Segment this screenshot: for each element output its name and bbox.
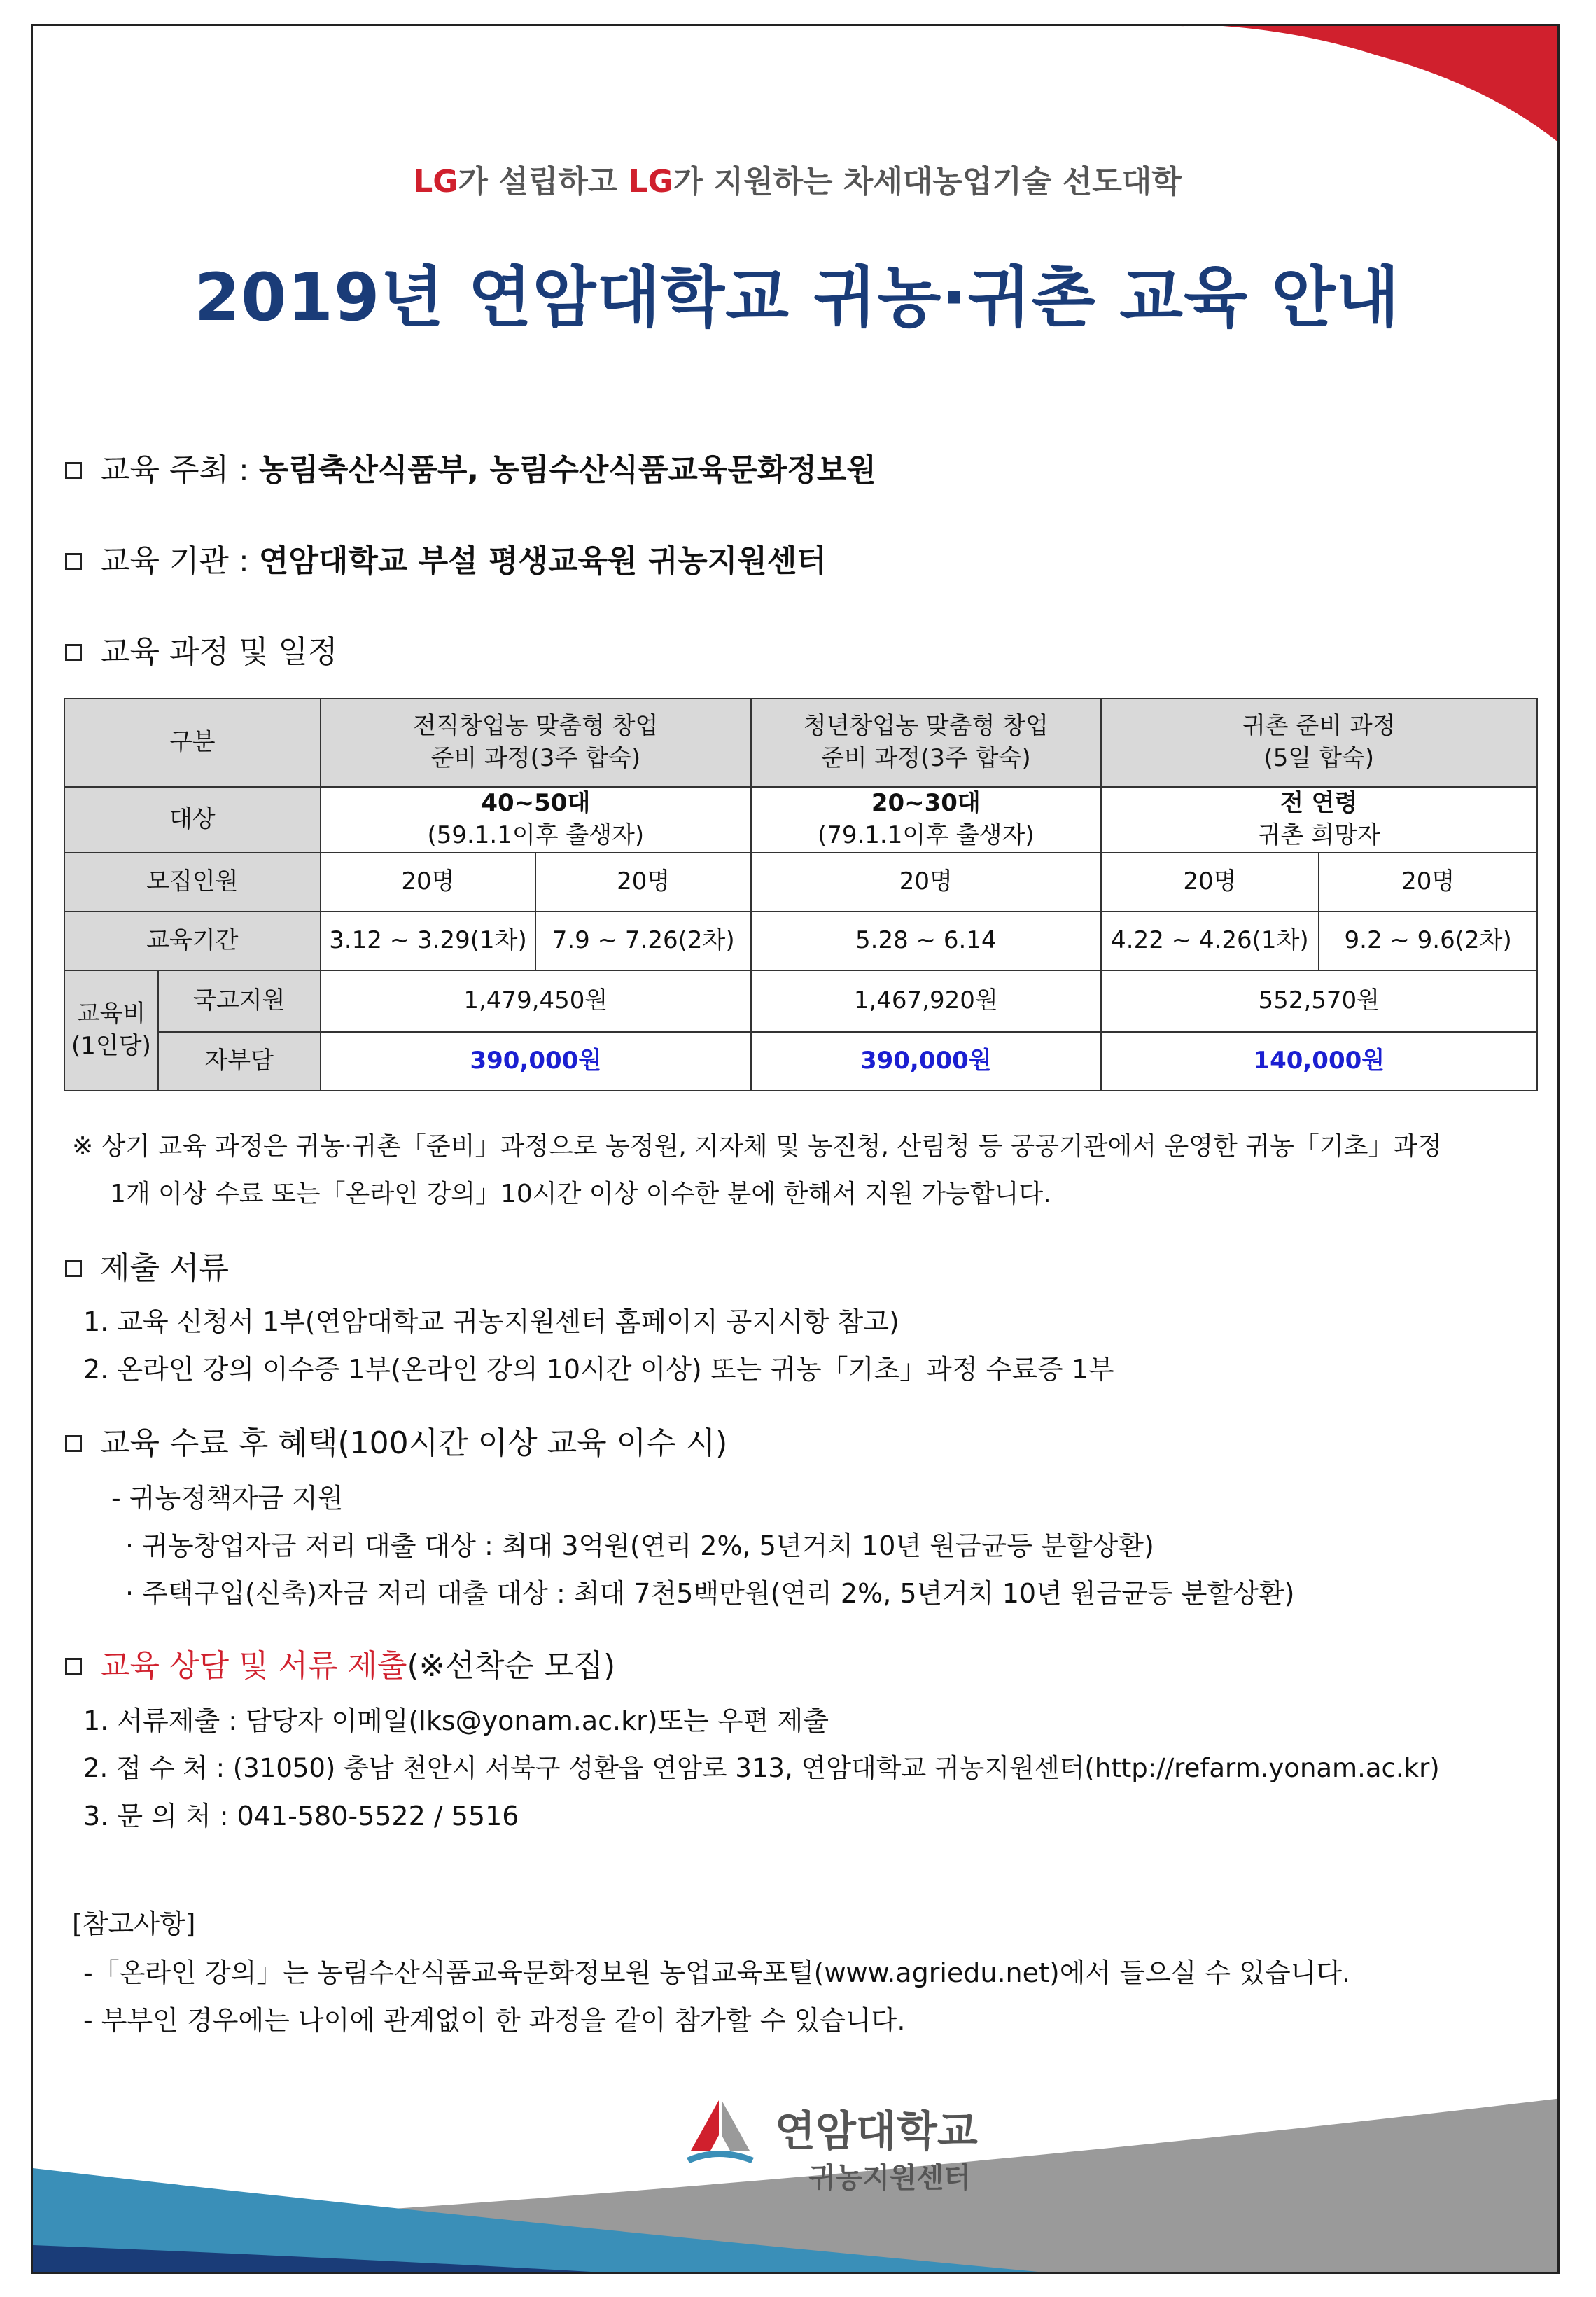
target3-cell: 전 연령 귀촌 희망자 [1101, 787, 1537, 853]
lg-brand-2: LG [628, 164, 673, 200]
recruit-cell: 20명 [1319, 853, 1537, 912]
col-header: 구분 [64, 699, 321, 787]
benefit-heading: 교육 수료 후 혜택(100시간 이상 교육 이수 시) [65, 1418, 727, 1462]
table-row [64, 787, 1537, 853]
logo-sub: 귀농지원센터 [808, 2162, 971, 2194]
benefit-item-1: · 귀농창업자금 저리 대출 대상 : 최대 3억원(연리 2%, 5년거치 10년 원금균등 분할상환) [125, 1530, 1154, 1561]
period-label: 교육기간 [64, 912, 321, 970]
checkbox-square-icon [65, 462, 82, 479]
self-cell: 390,000원 [321, 1032, 751, 1091]
course2-header: 청년창업농 맞춤형 창업 준비 과정(3주 합숙) [751, 699, 1101, 787]
course1-header: 전직창업농 맞춤형 창업 준비 과정(3주 합숙) [321, 699, 751, 787]
period-cell: 5.28 ~ 6.14 [751, 912, 1101, 970]
docs-heading: 제출 서류 [65, 1243, 229, 1287]
period-cell: 4.22 ~ 4.26(1차) [1101, 912, 1320, 970]
subtitle-part-1: 가 설립하고 [458, 164, 629, 200]
host-item [65, 445, 876, 489]
checkbox-square-icon [65, 644, 82, 661]
consult-item-3: 3. 문 의 처 : 041-580-5522 / 5516 [83, 1801, 519, 1831]
yonam-logo-icon [677, 2095, 761, 2165]
schedule-table [64, 698, 1538, 1091]
table-row [64, 699, 1537, 787]
table-row [64, 853, 1537, 912]
recruit-cell: 20명 [321, 853, 536, 912]
gov-cell: 552,570원 [1101, 970, 1537, 1032]
target1-cell: 40~50대 (59.1.1이후 출생자) [321, 787, 751, 853]
fee-label: 교육비 (1인당) [64, 970, 158, 1091]
subtitle-part-2: 가 지원하는 차세대농업기술 선도대학 [673, 164, 1182, 200]
course3-header: 귀촌 준비 과정 (5일 합숙) [1101, 699, 1537, 787]
checkbox-square-icon [65, 1658, 82, 1675]
recruit-cell: 20명 [1101, 853, 1320, 912]
target2-cell: 20~30대 (79.1.1이후 출생자) [751, 787, 1101, 853]
benefit-sub: - 귀농정책자금 지원 [111, 1483, 344, 1514]
reference-heading: [참고사항] [72, 1908, 196, 1939]
note-line-1: ※ 상기 교육 과정은 귀농·귀촌「준비」과정으로 농정원, 지자체 및 농진청, 산림청 등 공공기관에서 운영한 귀농「기초」과정 [72, 1132, 1442, 1161]
header-subtitle [33, 156, 1560, 201]
page-title: 2019년 연암대학교 귀농·귀촌 교육 안내 [194, 260, 1401, 336]
org-label: 교육 기관 : [100, 543, 259, 579]
recruit-cell: 20명 [751, 853, 1101, 912]
table-row [64, 970, 1537, 1032]
period-cell: 9.2 ~ 9.6(2차) [1319, 912, 1537, 970]
top-right-red-swoosh [1181, 26, 1560, 145]
checkbox-square-icon [65, 1435, 82, 1452]
period-cell: 3.12 ~ 3.29(1차) [321, 912, 536, 970]
page-frame [31, 24, 1560, 2274]
schedule-item [65, 627, 338, 671]
gov-cell: 1,467,920원 [751, 970, 1101, 1032]
recruit-label: 모집인원 [64, 853, 321, 912]
consult-item-2: 2. 접 수 처 : (31050) 충남 천안시 서북구 성환읍 연암로 313, 연암대학교 귀농지원센터(http://refarm.yonam.ac.kr) [83, 1753, 1440, 1783]
org-value: 연암대학교 부설 평생교육원 귀농지원센터 [258, 543, 827, 579]
note-line-2: 1개 이상 수료 또는「온라인 강의」10시간 이상 이수한 분에 한해서 지원 가능합니다. [110, 1180, 1051, 1208]
gov-label: 국고지원 [158, 970, 321, 1032]
self-cell: 390,000원 [751, 1032, 1101, 1091]
lg-brand-1: LG [413, 164, 458, 200]
checkbox-square-icon [65, 1260, 82, 1277]
table-row [64, 1032, 1537, 1091]
period-cell: 7.9 ~ 7.26(2차) [536, 912, 751, 970]
checkbox-square-icon [65, 553, 82, 570]
gov-cell: 1,479,450원 [321, 970, 751, 1032]
org-item [65, 536, 827, 580]
target-label: 대상 [64, 787, 321, 853]
consult-heading: 교육 상담 및 서류 제출(※선착순 모집) [65, 1640, 615, 1685]
schedule-label: 교육 과정 및 일정 [100, 634, 338, 670]
self-label: 자부담 [158, 1032, 321, 1091]
consult-item-1: 1. 서류제출 : 담당자 이메일(lks@yonam.ac.kr)또는 우편 제출 [83, 1705, 829, 1736]
recruit-cell: 20명 [536, 853, 751, 912]
benefit-item-2: · 주택구입(신축)자금 저리 대출 대상 : 최대 7천5백만원(연리 2%, 5년거치 10년 원금균등 분할상환) [125, 1578, 1295, 1609]
host-label: 교육 주최 : [100, 452, 259, 488]
self-cell: 140,000원 [1101, 1032, 1537, 1091]
logo-name: 연암대학교 [775, 2107, 978, 2156]
docs-item-1: 1. 교육 신청서 1부(연암대학교 귀농지원센터 홈페이지 공지시항 참고) [83, 1306, 899, 1337]
host-value: 농림축산식품부, 농림수산식품교육문화정보원 [258, 452, 876, 488]
reference-item-2: - 부부인 경우에는 나이에 관계없이 한 과정을 같이 참가할 수 있습니다. [83, 2005, 906, 2036]
docs-item-2: 2. 온라인 강의 이수증 1부(온라인 강의 10시간 이상) 또는 귀농「기초」과정 수료증 1부 [83, 1354, 1114, 1385]
table-row [64, 912, 1537, 970]
reference-item-1: -「온라인 강의」는 농림수산식품교육문화정보원 농업교육포털(www.agriedu.net)에서 들으실 수 있습니다. [83, 1957, 1351, 1988]
